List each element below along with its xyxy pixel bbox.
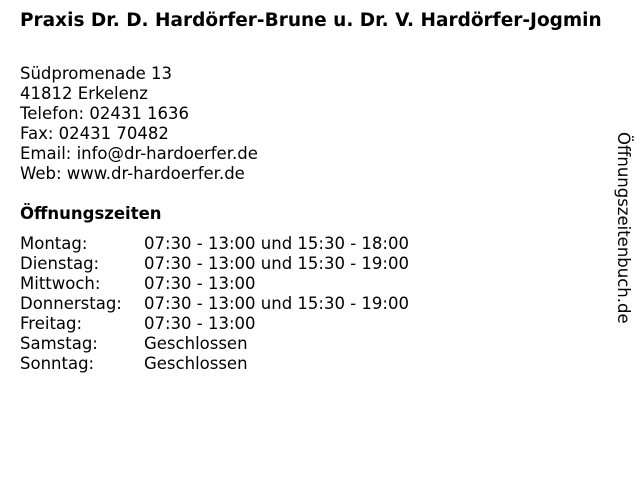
hours-day: Freitag: xyxy=(20,314,83,333)
contact-block xyxy=(20,64,258,184)
hours-time: 07:30 - 13:00 und 15:30 - 18:00 xyxy=(144,234,409,253)
website-address: Web: www.dr-hardoerfer.de xyxy=(20,164,245,183)
hours-day: Mittwoch: xyxy=(20,274,101,293)
hours-day: Donnerstag: xyxy=(20,294,122,313)
hours-row-sunday xyxy=(20,354,409,374)
hours-day: Samstag: xyxy=(20,334,98,353)
site-watermark: Öffnungszeitenbuch.de xyxy=(614,132,633,324)
hours-row-tuesday xyxy=(20,254,409,274)
street-address: Südpromenade 13 xyxy=(20,64,173,83)
hours-time: 07:30 - 13:00 und 15:30 - 19:00 xyxy=(144,254,409,273)
hours-row-monday xyxy=(20,234,409,254)
fax-number: Fax: 02431 70482 xyxy=(20,124,169,143)
practice-title: Praxis Dr. D. Hardörfer-Brune u. Dr. V. Hardörfer-Jogmin xyxy=(20,10,602,31)
phone-number: Telefon: 02431 1636 xyxy=(20,104,190,123)
city-address: 41812 Erkelenz xyxy=(20,84,148,103)
hours-row-friday xyxy=(20,314,409,334)
email-address: Email: info@dr-hardoerfer.de xyxy=(20,144,258,163)
hours-row-wednesday xyxy=(20,274,409,294)
hours-day: Sonntag: xyxy=(20,354,95,373)
hours-time: 07:30 - 13:00 und 15:30 - 19:00 xyxy=(144,294,409,313)
opening-hours-table xyxy=(20,234,409,374)
hours-row-saturday xyxy=(20,334,409,354)
hours-time: 07:30 - 13:00 xyxy=(144,314,256,333)
hours-row-thursday xyxy=(20,294,409,314)
hours-day: Montag: xyxy=(20,234,88,253)
opening-hours-heading: Öffnungszeiten xyxy=(20,204,162,223)
hours-time: 07:30 - 13:00 xyxy=(144,274,256,293)
hours-time: Geschlossen xyxy=(144,334,248,353)
hours-time: Geschlossen xyxy=(144,354,248,373)
hours-day: Dienstag: xyxy=(20,254,100,273)
